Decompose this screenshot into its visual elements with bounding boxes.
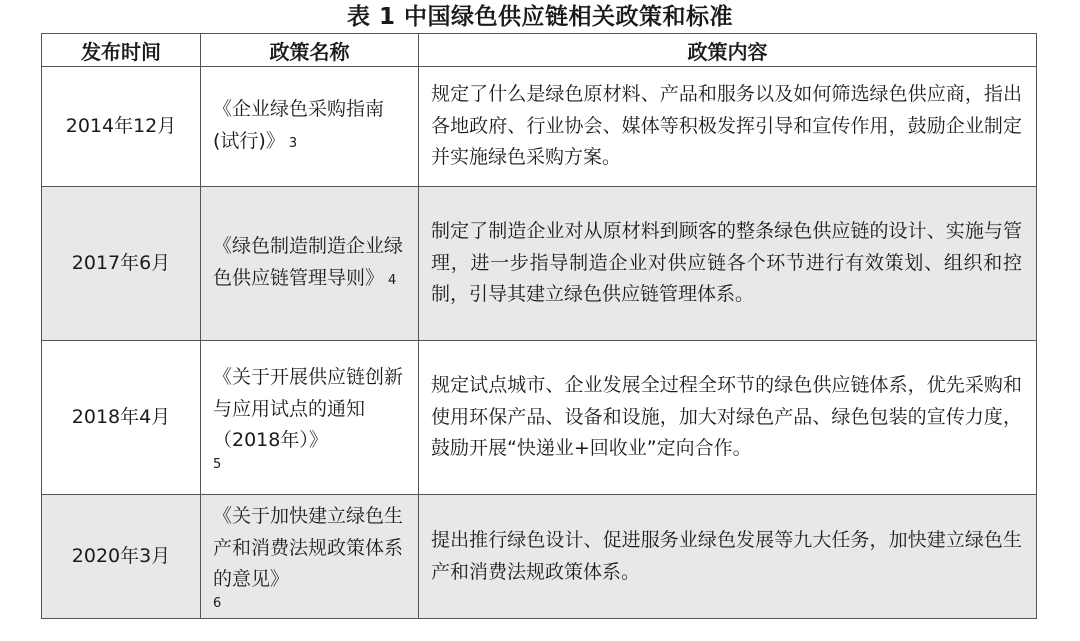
- table-title: 表 1 中国绿色供应链相关政策和标准: [346, 4, 734, 30]
- policy-name: 《关于开展供应链创新与应用试点的通知（2018年）》: [213, 366, 404, 452]
- policy-name: 《绿色制造制造企业绿色供应链管理导则》: [213, 235, 404, 289]
- reference-number: 6: [213, 595, 222, 611]
- reference-number: 4: [388, 272, 397, 288]
- release-date-cell: 2014年12月: [42, 67, 201, 187]
- policy-name-cell: [201, 495, 419, 619]
- policy-table: [41, 33, 1037, 619]
- release-date-cell: 2017年6月: [42, 187, 201, 341]
- policy-name: 《企业绿色采购指南(试行)》: [213, 98, 385, 152]
- header-policy-content: 政策内容: [419, 34, 1037, 67]
- reference-number: 3: [288, 135, 298, 151]
- policy-name-cell: [201, 341, 419, 495]
- table-row: [42, 341, 1037, 495]
- table-header-row: [42, 34, 1037, 67]
- policy-content-cell: 提出推行绿色设计、促进服务业绿色发展等九大任务，加快建立绿色生产和消费法规政策体系。: [419, 495, 1037, 619]
- release-date-cell: 2020年3月: [42, 495, 201, 619]
- header-release-date: 发布时间: [42, 34, 201, 67]
- release-date-cell: 2018年4月: [42, 341, 201, 495]
- header-policy-name: 政策名称: [201, 34, 419, 67]
- policy-name: 《关于加快建立绿色生产和消费法规政策体系的意见》: [213, 505, 404, 591]
- policy-content-cell: 规定了什么是绿色原材料、产品和服务以及如何筛选绿色供应商，指出各地政府、行业协会、媒体等积极发挥引导和宣传作用，鼓励企业制定并实施绿色采购方案。: [419, 67, 1037, 187]
- table-row: [42, 67, 1037, 187]
- reference-number: 5: [213, 456, 222, 472]
- policy-content-cell: 制定了制造企业对从原材料到顾客的整条绿色供应链的设计、实施与管理，进一步指导制造企业对供应链各个环节进行有效策划、组织和控制，引导其建立绿色供应链管理体系。: [419, 187, 1037, 341]
- policy-content-cell: 规定试点城市、企业发展全过程全环节的绿色供应链体系，优先采购和使用环保产品、设备和设施，加大对绿色产品、绿色包装的宣传力度，鼓励开展“快递业+回收业”定向合作。: [419, 341, 1037, 495]
- table-row: [42, 495, 1037, 619]
- policy-name-cell: [201, 67, 419, 187]
- policy-name-cell: [201, 187, 419, 341]
- table-row: [42, 187, 1037, 341]
